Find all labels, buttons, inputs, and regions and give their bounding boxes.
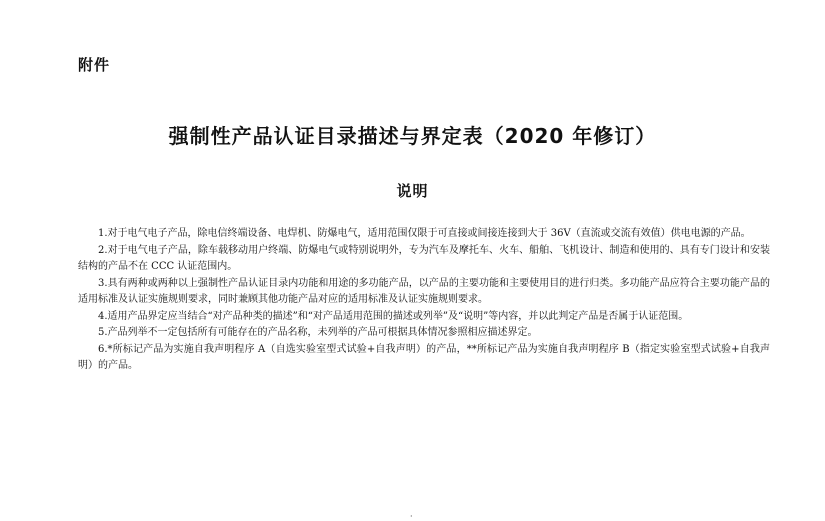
notes-list bbox=[78, 226, 770, 375]
note-item: 2.对于电气电子产品，除车载移动用户终端、防爆电气或特别说明外，专为汽车及摩托车、火车、船舶、飞机设计、制造和使用的、具有专门设计和安装结构的产品不在 CCC 认证范围内。 bbox=[78, 244, 770, 272]
attachment-label: 附件 bbox=[78, 56, 111, 74]
note-item: 4.适用产品界定应当结合“对产品种类的描述”和“对产品适用范围的描述或列举”及“说明”等内容，并以此判定产品是否属于认证范围。 bbox=[98, 310, 689, 322]
page-title: 强制性产品认证目录描述与界定表（2020 年修订） bbox=[168, 124, 657, 148]
note-item: 5.产品列举不一定包括所有可能存在的产品名称，未列举的产品可根据具体情况参照相应描述界定。 bbox=[98, 327, 538, 338]
section-title: 说明 bbox=[396, 182, 429, 200]
page-footer-dot: · bbox=[410, 512, 413, 521]
note-item: 3.具有两种或两种以上强制性产品认证目录内功能和用途的多功能产品，以产品的主要功能和主要使用目的进行归类。多功能产品应符合主要功能产品的适用标准及认证实施规则要求，同时兼顾其他功能产品对应的适用标准及认证实施规则要求。 bbox=[78, 277, 770, 305]
note-item: 6.*所标记产品为实施自我声明程序 A（自选实验室型式试验+自我声明）的产品，**所标记产品为实施自我声明程序 B（指定实验室型式试验+自我声明）的产品。 bbox=[78, 343, 770, 371]
note-item: 1.对于电气电子产品，除电信终端设备、电焊机、防爆电气，适用范围仅限于可直接或间接连接到大于 36V（直流或交流有效值）供电电源的产品。 bbox=[98, 228, 751, 239]
